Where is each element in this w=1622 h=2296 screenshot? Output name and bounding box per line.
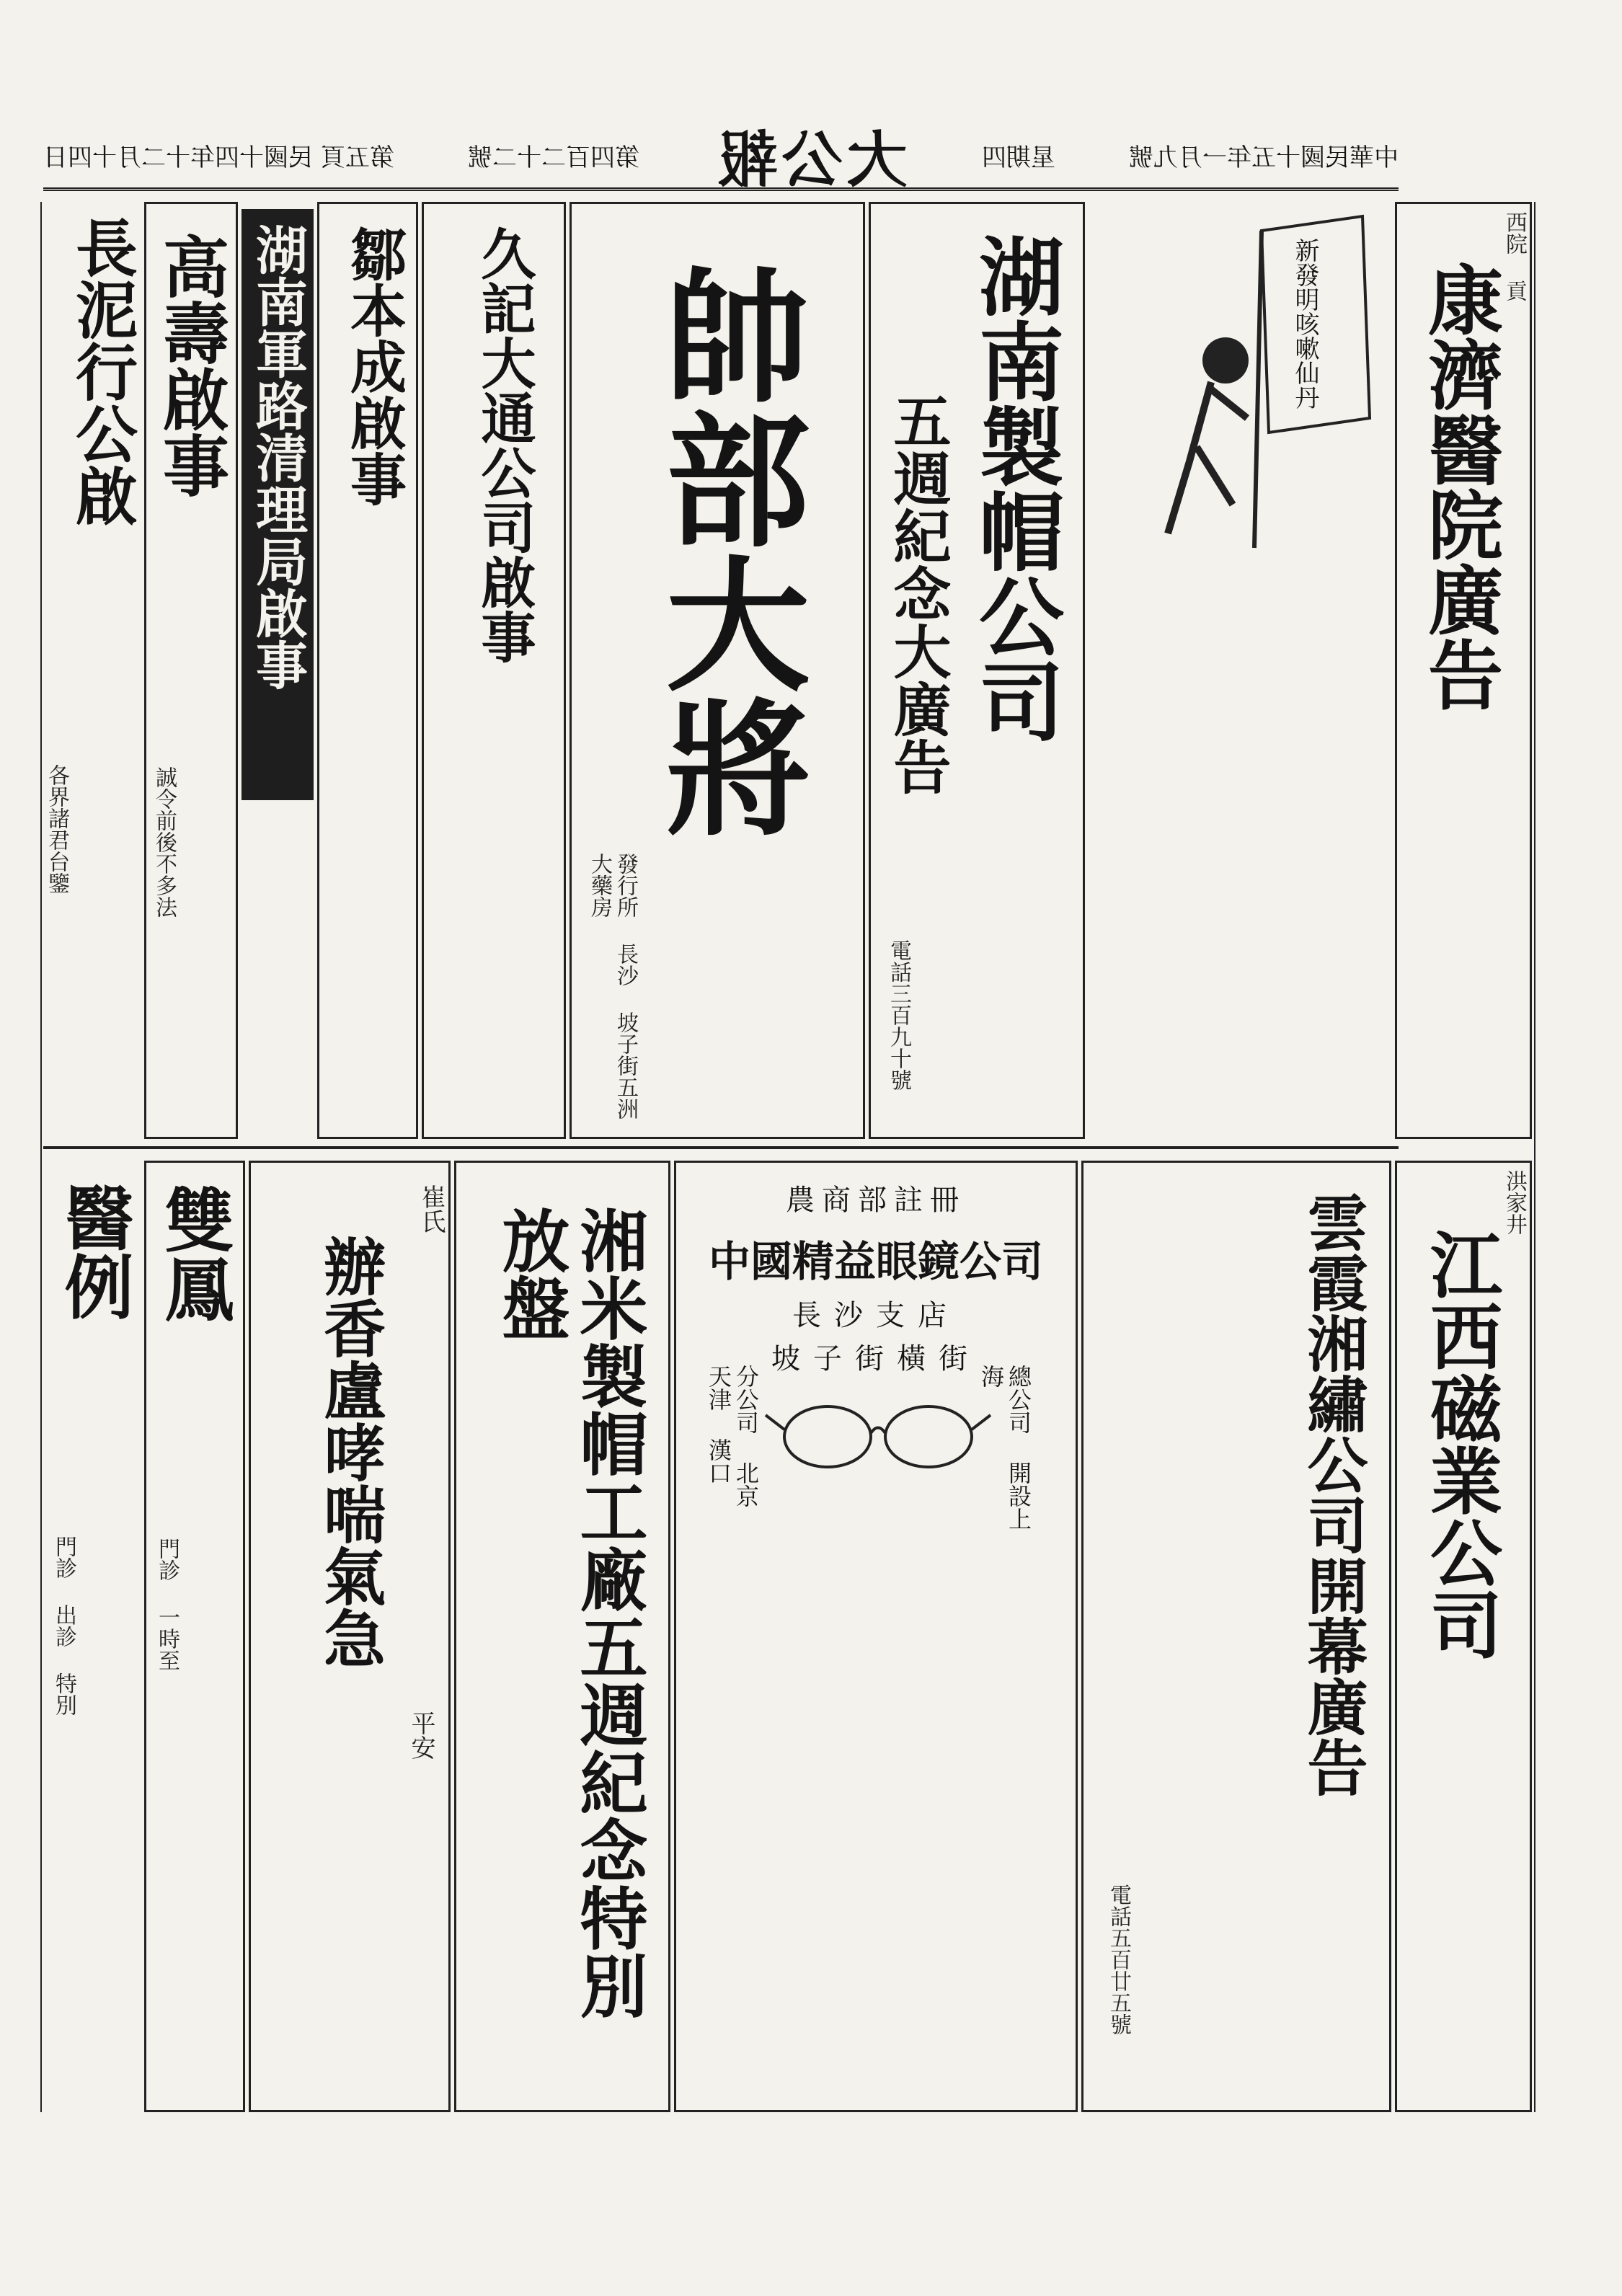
ad-gaoshou-body: 誠令前後不多法 xyxy=(151,766,177,918)
ad-jiangxi-title: 江西磁業公司 xyxy=(1418,1228,1503,1660)
ad-kangji-header: 西院 貢 xyxy=(1502,211,1527,301)
ad-hat-title: 湖南製帽公司 xyxy=(965,233,1065,743)
ad-incense-tail: 平安 xyxy=(407,1711,435,1760)
ad-shibu-title: 帥部大將 xyxy=(642,262,811,838)
ad-figure xyxy=(1089,202,1391,1139)
ad-incense xyxy=(249,1161,451,2112)
section-divider xyxy=(43,1146,1399,1149)
ad-yili xyxy=(43,1161,144,2112)
ad-yili-title: 醫例 xyxy=(53,1182,135,1321)
ad-optical-header: 農商部註冊 xyxy=(786,1184,966,1217)
ad-optical-hq: 總公司 開設上海 xyxy=(978,1365,1032,1530)
ad-optical-cities: 分公司 北京 天津 漢口 xyxy=(705,1365,760,1535)
ad-hat-factory-title: 湘米製帽工廠五週紀念特別放盤 xyxy=(490,1206,647,2019)
ad-kangji xyxy=(1395,202,1532,1139)
ad-zou-title: 鄒本成啟事 xyxy=(341,226,407,507)
ad-changsheng xyxy=(43,202,144,1139)
masthead xyxy=(43,123,1399,195)
masthead-weekday: 星期四 xyxy=(981,143,1055,172)
ad-shuangfeng-title: 雙鳳 xyxy=(154,1184,235,1323)
ad-hunan-road-title: 湖南軍路清理局啟事 xyxy=(247,223,309,691)
ad-jiuji-title: 久記大通公司啟事 xyxy=(472,226,536,664)
ad-hat-subtitle: 五週紀念大廣告 xyxy=(884,391,952,795)
ad-shuangfeng-body: 門診 一時至 xyxy=(154,1538,180,1671)
flag-bearer-illustration xyxy=(1089,202,1391,562)
ad-hat-company xyxy=(869,202,1085,1139)
ad-gaoshou-title: 高壽啟事 xyxy=(152,233,230,498)
masthead-right-info: 中華民國十五年一月九號 xyxy=(1128,143,1399,172)
ad-optical-branch: 長沙支店 xyxy=(792,1299,960,1332)
ad-shibu xyxy=(570,202,865,1139)
left-border xyxy=(40,202,42,2112)
ad-optical-address: 坡子街橫街 xyxy=(771,1342,980,1375)
ad-kangji-title: 康濟醫院廣告 xyxy=(1415,262,1504,712)
ad-jiangxi xyxy=(1395,1161,1532,2112)
ad-gaoshou xyxy=(144,202,238,1139)
ad-changsheng-title: 長泥行公啟 xyxy=(65,216,138,526)
ad-changsheng-body: 各界諸君台鑒 xyxy=(44,764,69,894)
ad-yunxia-phone: 電話五百廿五號 xyxy=(1106,1884,1131,2035)
ad-figure-caption: 新發明咳嗽仙丹 xyxy=(1290,238,1319,409)
ad-hat-phone: 電話三百九十號 xyxy=(886,939,911,1091)
ad-jiangxi-header: 洪家井 xyxy=(1502,1170,1527,1235)
ad-optical xyxy=(674,1161,1078,2112)
ad-optical-title: 中國精益眼鏡公司 xyxy=(708,1237,1043,1286)
ad-incense-header: 崔氏 xyxy=(417,1184,446,1233)
ad-jiuji xyxy=(422,202,566,1139)
ad-yunxia-title: 雲霞湘繡公司開幕廣告 xyxy=(1298,1192,1369,1797)
ad-hat-factory xyxy=(454,1161,670,2112)
eyeglasses-icon xyxy=(763,1393,993,1480)
ad-hunan-road xyxy=(241,209,314,800)
ad-shuangfeng xyxy=(144,1161,245,2112)
ad-yunxia xyxy=(1081,1161,1391,2112)
ad-yili-body: 門診 出診 特別 xyxy=(51,1535,76,1716)
masthead-left-info: 第五頁 民國十四年十二月十四日 xyxy=(43,143,394,172)
right-border xyxy=(1534,202,1535,2112)
paper-title: 大公報 xyxy=(713,123,908,195)
ad-incense-title: 辦香盧哮喘氣急 xyxy=(313,1235,386,1669)
ad-shibu-body: 發行所 長沙 坡子街五洲大藥房 xyxy=(587,853,638,1120)
masthead-issue-no: 第四百二十二號 xyxy=(468,143,640,172)
ad-zou xyxy=(317,202,418,1139)
